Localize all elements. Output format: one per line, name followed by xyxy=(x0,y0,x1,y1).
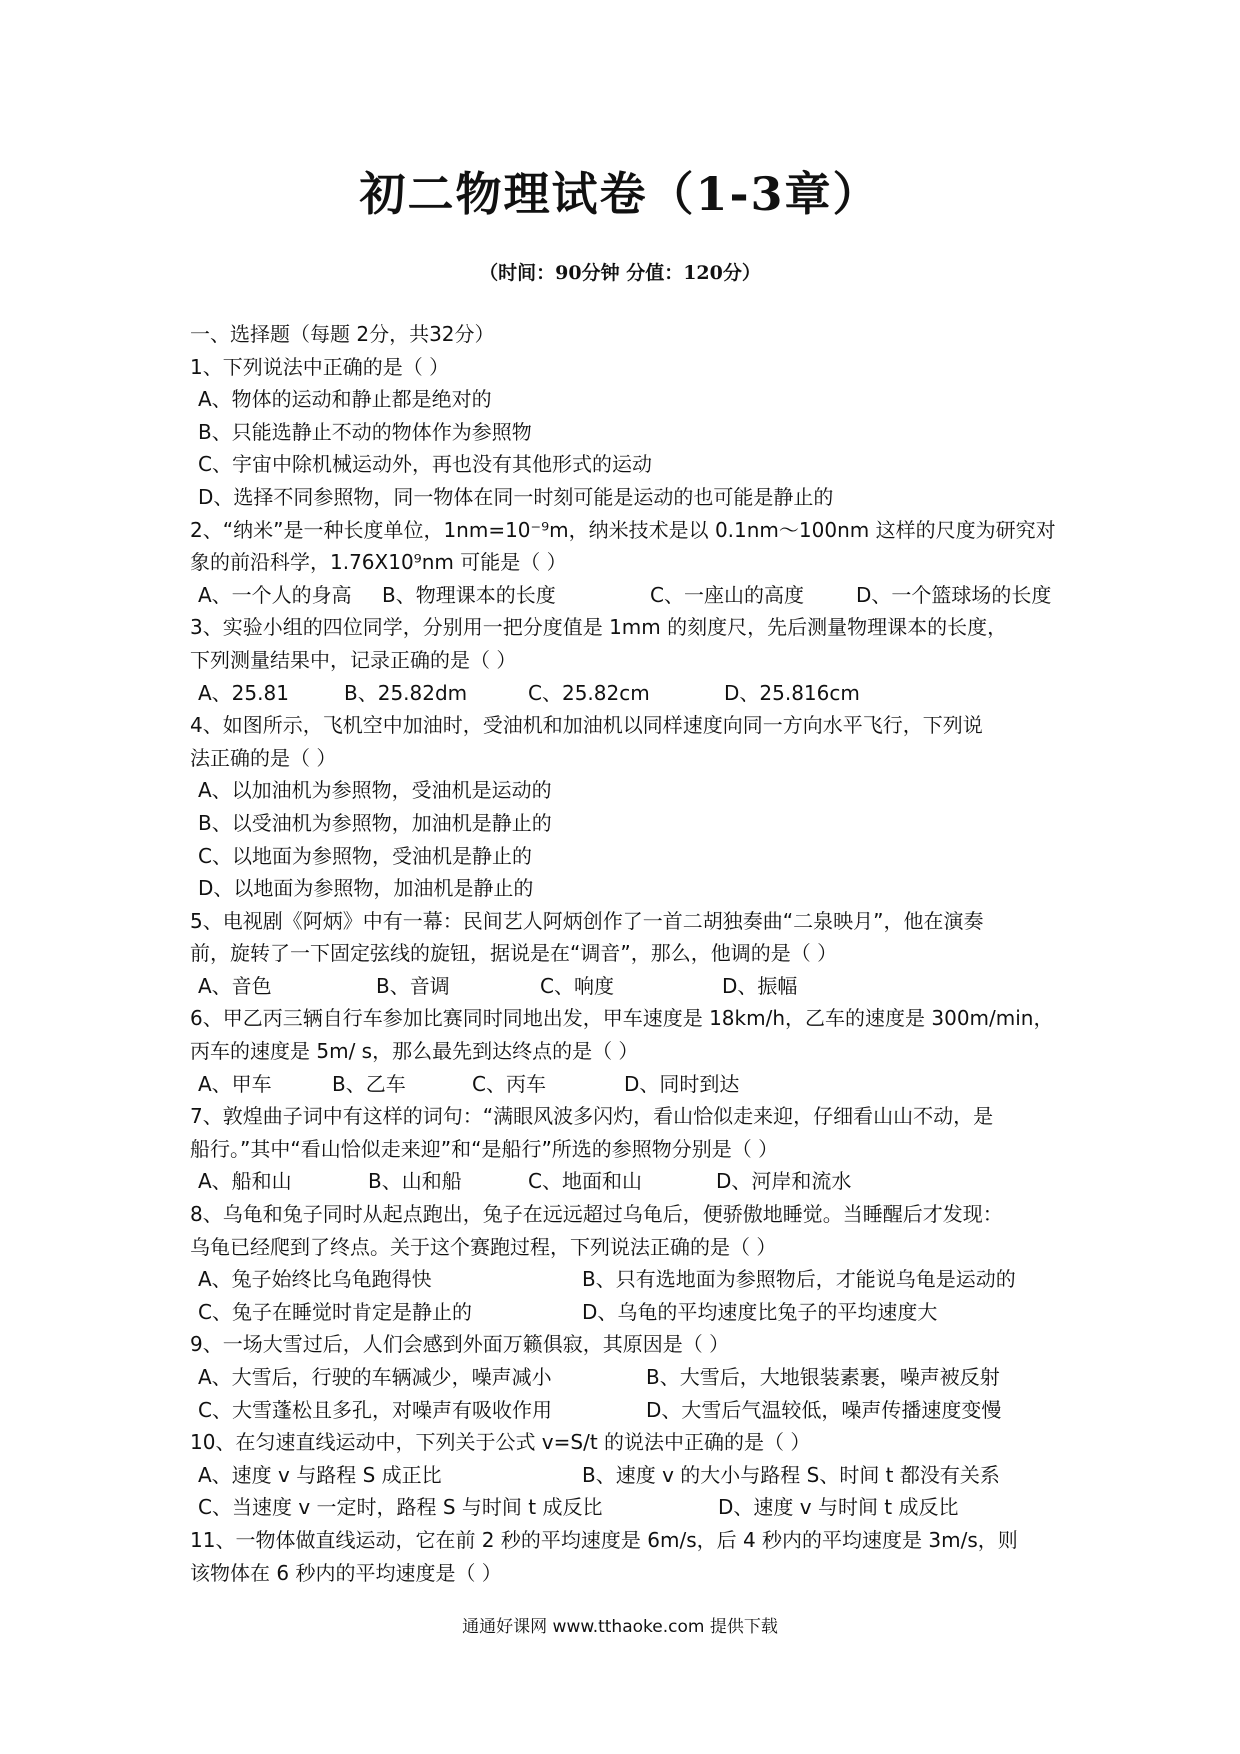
q5-option-c: C、响度 xyxy=(540,973,614,998)
q6-options xyxy=(190,1068,1070,1101)
page-title: 初二物理试卷（1-3章） xyxy=(359,167,881,221)
q9-option-a: A、大雪后，行驶的车辆减少，噪声减小 xyxy=(198,1365,552,1389)
q7-option-b: B、山和船 xyxy=(368,1169,462,1194)
q1-option-c: C、宇宙中除机械运动外，再也没有其他形式的运动 xyxy=(198,452,652,477)
q3-option-a: A、25.81 xyxy=(198,680,289,705)
q5-option-d: D、振幅 xyxy=(722,973,798,998)
footer-credit: 通通好课网 www.tthaoke.com 提供下载 xyxy=(462,1617,778,1637)
q7-option-a: A、船和山 xyxy=(198,1169,292,1194)
q4-option-b: B、以受油机为参照物，加油机是静止的 xyxy=(198,810,552,835)
q2-option-a: A、一个人的身高 xyxy=(198,582,352,607)
q4-option-c: C、以地面为参照物，受油机是静止的 xyxy=(198,843,532,868)
q10-option-d: D、速度 v 与时间 t 成反比 xyxy=(718,1495,959,1520)
q9-options-row-1 xyxy=(190,1361,1070,1394)
q1-option-d: D、选择不同参照物，同一物体在同一时刻可能是运动的也可能是静止的 xyxy=(198,484,834,509)
q11-stem-line-1: 11、一物体做直线运动，它在前 2 秒的平均速度是 6m/s，后 4 秒内的平均速度是 3m/s，则 xyxy=(190,1527,1018,1552)
q8-option-d: D、乌龟的平均速度比兔子的平均速度大 xyxy=(582,1299,938,1324)
q7-stem-line-1: 7、敦煌曲子词中有这样的词句：“满眼风波多闪灼，看山恰似走来迎，仔细看山山不动，是 xyxy=(190,1104,994,1129)
q6-option-d: D、同时到达 xyxy=(624,1071,740,1096)
q3-stem-line-1: 3、实验小组的四位同学，分别用一把分度值是 1mm 的刻度尺，先后测量物理课本的长度， xyxy=(190,615,1008,640)
q3-options xyxy=(190,677,1070,710)
q8-option-b: B、只有选地面为参照物后，才能说乌龟是运动的 xyxy=(582,1267,1016,1292)
q6-option-c: C、丙车 xyxy=(472,1071,546,1096)
q6-option-a: A、甲车 xyxy=(198,1071,272,1096)
q10-options-row-1 xyxy=(190,1459,1070,1492)
q2-option-b: B、物理课本的长度 xyxy=(382,582,556,607)
exam-info: （时间：90分钟 分值：120分） xyxy=(479,262,761,284)
q3-option-b: B、25.82dm xyxy=(344,680,468,705)
q10-options-row-2 xyxy=(190,1491,1070,1524)
q6-option-b: B、乙车 xyxy=(332,1071,406,1096)
q8-option-a: A、兔子始终比乌龟跑得快 xyxy=(198,1267,432,1292)
q5-stem-line-2: 前，旋转了一下固定弦线的旋钮，据说是在“调音”，那么，他调的是（ ） xyxy=(190,941,838,966)
q8-options-row-2 xyxy=(190,1296,1070,1329)
q8-stem-line-1: 8、乌龟和兔子同时从起点跑出，兔子在远远超过乌龟后，便骄傲地睡觉。当睡醒后才发现： xyxy=(190,1202,1003,1227)
q5-option-b: B、音调 xyxy=(376,973,450,998)
q7-option-d: D、河岸和流水 xyxy=(716,1169,852,1194)
q6-stem-line-2: 丙车的速度是 5m/ s，那么最先到达终点的是（ ） xyxy=(190,1039,639,1064)
q3-stem-line-2: 下列测量结果中，记录正确的是（ ） xyxy=(190,647,517,672)
q7-option-c: C、地面和山 xyxy=(528,1169,642,1194)
q7-stem-line-2: 船行。”其中“看山恰似走来迎”和“是船行”所选的参照物分别是（ ） xyxy=(190,1136,779,1161)
section-heading: 一、选择题（每题 2分，共32分） xyxy=(190,322,495,346)
question-list xyxy=(190,318,1070,1589)
q2-stem-line-1: 2、“纳米”是一种长度单位，1nm=10⁻⁹m，纳米技术是以 0.1nm～100nm 这样的尺度为研究对 xyxy=(190,517,1056,542)
q5-options xyxy=(190,970,1070,1003)
q5-option-a: A、音色 xyxy=(198,973,272,998)
q2-options xyxy=(190,579,1070,612)
q8-option-c: C、兔子在睡觉时肯定是静止的 xyxy=(198,1299,472,1324)
q9-option-b: B、大雪后，大地银装素裹，噪声被反射 xyxy=(646,1365,1000,1389)
q3-option-c: C、25.82cm xyxy=(528,680,650,705)
q9-option-d: D、大雪后气温较低，噪声传播速度变慢 xyxy=(646,1397,1002,1422)
q5-stem-line-1: 5、电视剧《阿炳》中有一幕：民间艺人阿炳创作了一首二胡独奏曲“二泉映月”，他在演奏 xyxy=(190,908,984,933)
q6-stem-line-1: 6、甲乙丙三辆自行车参加比赛同时同地出发，甲车速度是 18km/h，乙车的速度是 300m/min， xyxy=(190,1006,1054,1031)
q10-option-a: A、速度 v 与路程 S 成正比 xyxy=(198,1462,442,1487)
q1-option-b: B、只能选静止不动的物体作为参照物 xyxy=(198,419,532,444)
q10-option-c: C、当速度 v 一定时，路程 S 与时间 t 成反比 xyxy=(198,1495,603,1520)
q10-option-b: B、速度 v 的大小与路程 S、时间 t 都没有关系 xyxy=(582,1462,1000,1487)
q2-option-d: D、一个篮球场的长度 xyxy=(856,582,1052,607)
q4-option-a: A、以加油机为参照物，受油机是运动的 xyxy=(198,778,552,803)
q4-option-d: D、以地面为参照物，加油机是静止的 xyxy=(198,876,534,901)
q9-option-c: C、大雪蓬松且多孔，对噪声有吸收作用 xyxy=(198,1397,552,1422)
q8-options-row-1 xyxy=(190,1263,1070,1296)
q4-stem-line-1: 4、如图所示，飞机空中加油时，受油机和加油机以同样速度向同一方向水平飞行，下列说 xyxy=(190,713,983,738)
q2-option-c: C、一座山的高度 xyxy=(650,582,804,607)
q1-stem: 1、下列说法中正确的是（ ） xyxy=(190,354,450,379)
q7-options xyxy=(190,1165,1070,1198)
q8-stem-line-2: 乌龟已经爬到了终点。关于这个赛跑过程，下列说法正确的是（ ） xyxy=(190,1234,777,1259)
q4-stem-line-2: 法正确的是（ ） xyxy=(190,745,337,770)
q9-options-row-2 xyxy=(190,1394,1070,1427)
q2-stem-line-2: 象的前沿科学，1.76X10⁹nm 可能是（ ） xyxy=(190,550,567,575)
q10-stem: 10、在匀速直线运动中，下列关于公式 v=S/t 的说法中正确的是（ ） xyxy=(190,1430,811,1455)
q1-option-a: A、物体的运动和静止都是绝对的 xyxy=(198,387,492,412)
q3-option-d: D、25.816cm xyxy=(724,680,860,705)
q11-stem-line-2: 该物体在 6 秒内的平均速度是（ ） xyxy=(190,1560,502,1585)
q9-stem: 9、一场大雪过后，人们会感到外面万籁俱寂，其原因是（ ） xyxy=(190,1332,730,1357)
